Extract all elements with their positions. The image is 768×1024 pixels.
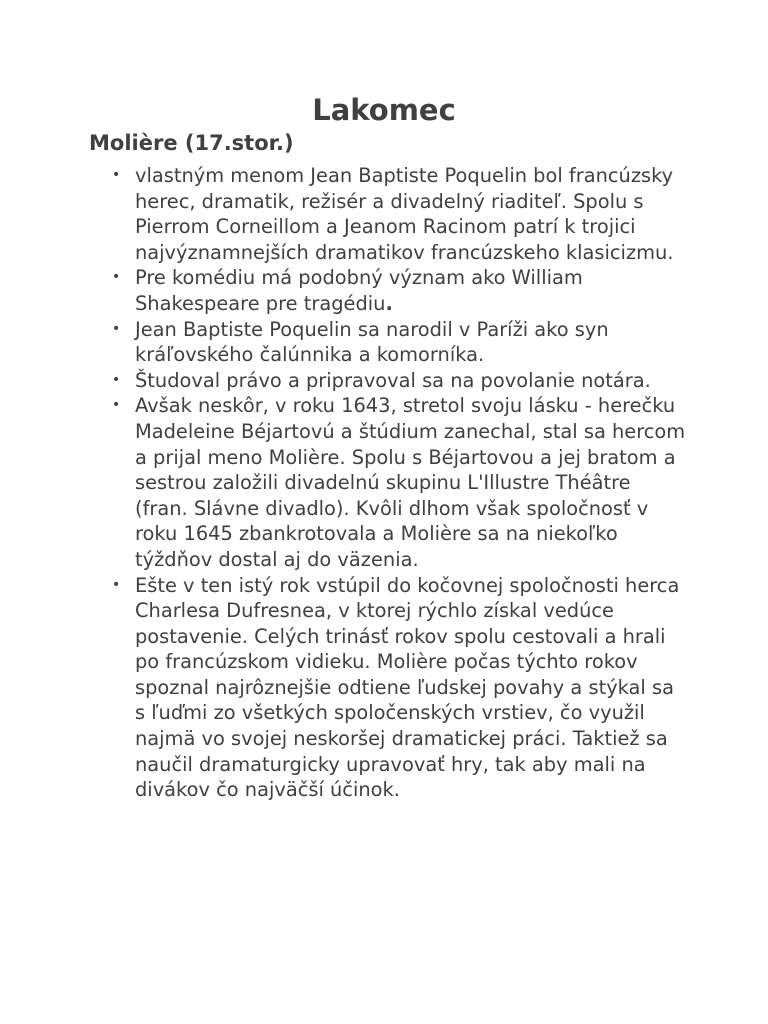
list-item-text: Pre komédiu má podobný význam ako William Shakespeare pre tragédiu bbox=[135, 266, 583, 315]
bullet-icon: • bbox=[112, 576, 121, 593]
list-item-text-bold-period: . bbox=[385, 291, 393, 315]
bullet-icon: • bbox=[112, 320, 121, 337]
list-item bbox=[106, 317, 686, 368]
list-item bbox=[106, 163, 686, 265]
list-item-text: Jean Baptiste Poquelin sa narodil v Paríži ako syn kráľovského čalúnnika a komorníka. bbox=[135, 317, 609, 367]
document-title: Lakomec bbox=[312, 93, 456, 127]
list-item-text: Študoval právo a pripravoval sa na povolanie notára. bbox=[135, 368, 651, 392]
bullet-icon: • bbox=[112, 371, 121, 388]
list-item-text: Avšak neskôr, v roku 1643, stretol svoju lásku - herečku Madeleine Béjartovú a štúdium zanechal, stal sa hercom a prijal meno Molière. Spolu s Béjartovou a jej bratom a sestrou založili divadelnú skupinu L'Illustre Théâtre (fran. Slávne divadlo). Kvôli dlhom však spoločnosť v roku 1645 zbankrotovala a Molière sa na niekoľko týždňov dostal aj do väzenia. bbox=[135, 394, 686, 571]
list-item-text: vlastným menom Jean Baptiste Poquelin bol francúzsky herec, dramatik, režisér a divadelný riaditeľ. Spolu s Pierrom Corneillom a Jeanom Racinom patrí k trojici najvýznamnejších dramatikov francúzskeho klasicizmu. bbox=[135, 164, 674, 264]
list-item bbox=[106, 368, 686, 394]
list-item-text: Ešte v ten istý rok vstúpil do kočovnej spoločnosti herca Charlesa Dufresnea, v ktorej rýchlo získal vedúce postavenie. Celých trinásť rokov spolu cestovali a hrali po francúzskom vidieku. Molière počas týchto rokov spoznal najrôznejšie odtiene ľudskej povahy a stýkal sa s ľuďmi zo všetkých spoločenských vrstiev, čo využil najmä vo svojej neskoršej dramatickej práci. Taktiež sa naučil dramaturgicky upravovať hry, tak aby mali na divákov čo najväčší účinok. bbox=[135, 573, 680, 802]
list-item bbox=[106, 265, 686, 316]
document-subtitle: Molière (17.stor.) bbox=[89, 131, 294, 155]
bullet-icon: • bbox=[112, 397, 121, 414]
bullet-icon: • bbox=[112, 167, 121, 183]
list-item bbox=[106, 393, 686, 572]
list-item bbox=[106, 573, 686, 803]
bullet-icon: • bbox=[112, 269, 121, 286]
bullet-list bbox=[106, 163, 686, 803]
